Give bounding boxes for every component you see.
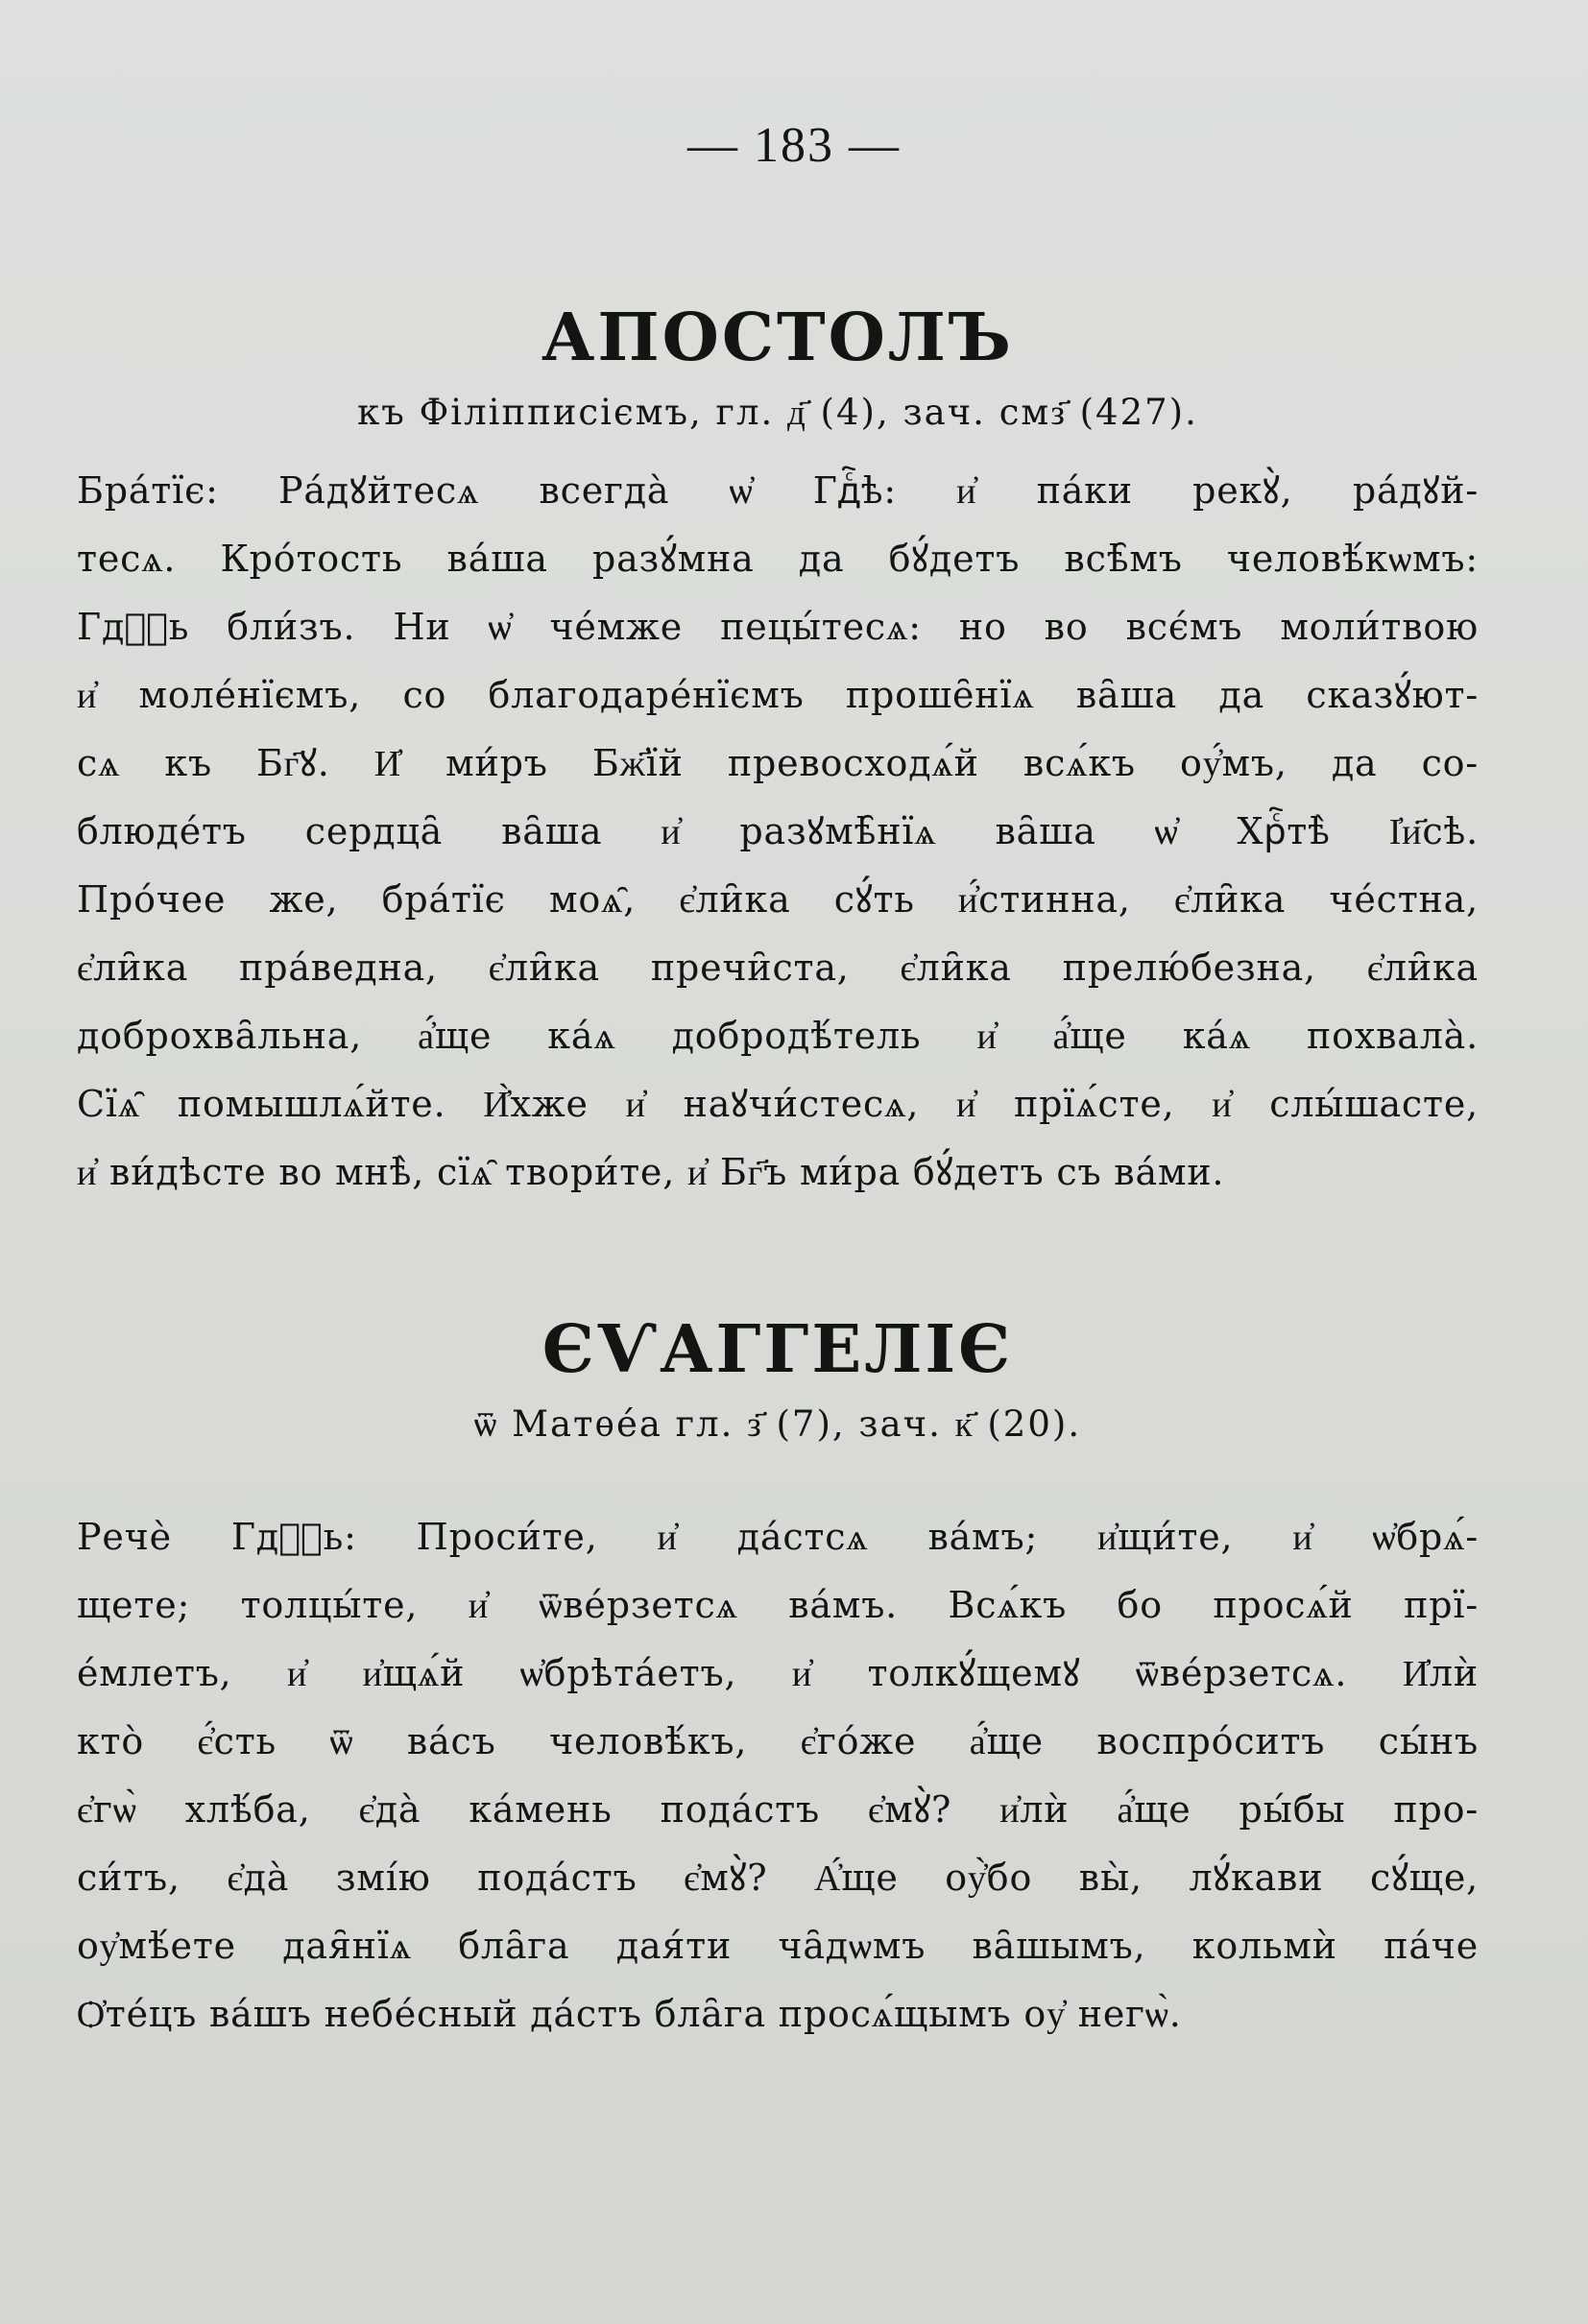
apostol-line: блюде́тъ сердца̑ ва̑ша и҆ разꙋмѣ̑нїѧ ва̑ша ѡ҆ Хрⷭ҇тѣ̀ І҆и҃сѣ. — [77, 810, 1479, 853]
apostol-line: сѧ къ Бг҃ꙋ. И҆ ми́ръ Бж҃їй превосходѧ́й всѧ́къ оу҆́мъ, да со- — [77, 742, 1479, 785]
apostol-line: и҆ моле́нїємъ, со благодаре́нїємъ проше̑нїѧ ва̑ша да сказꙋ́ют- — [77, 674, 1479, 717]
apostol-line: Гдⷭ҇ь бли́зъ. Ни ѡ҆ че́мже пецы́тесѧ: но во всє́мъ моли́твою — [77, 606, 1479, 649]
gospel-section — [77, 1311, 1479, 2048]
gospel-reference: ѿ Матѳе́а гл. з҃ (7), зач. к҃ (20). — [473, 1403, 1082, 1445]
gospel-line: Ѻ҆те́цъ ва́шъ небе́сный да́стъ бла̑га просѧ́щымъ оу҆ негѡ̀. — [77, 1993, 1182, 2036]
apostol-line: доброхва̑льна, а҆́ще ка́ѧ добродѣ́тель и҆ а҆́ще ка́ѧ похвала̀. — [77, 1015, 1479, 1058]
gospel-line: щете; толцы́те, и҆ ѿве́рзетсѧ ва́мъ. Всѧ́къ бо просѧ́й прї- — [77, 1584, 1479, 1627]
gospel-title: ЄѴАГГЕЛІЄ — [541, 1311, 1014, 1388]
gospel-text — [77, 1503, 1479, 2048]
gospel-line: Речѐ Гдⷭ҇ь: Проси́те, и҆ да́стсѧ ва́мъ; и҆щи́те, и҆ ѡ҆брѧ́- — [77, 1516, 1479, 1559]
page-number: — 183 — — [687, 118, 901, 173]
apostol-line: Бра́тїє: Ра́дꙋйтесѧ всегда̀ ѡ҆ Гдⷭ҇ѣ: и҆ па́ки рекꙋ̀, ра́дꙋй- — [77, 469, 1479, 513]
gospel-line: оу҆мѣ́ете дая̑нїѧ бла̑га дая́ти ча̑дѡмъ ва̑шымъ, кольмѝ па́че — [77, 1925, 1479, 1968]
apostol-title: АПОСТОЛЪ — [541, 299, 1014, 376]
gospel-line: є҆гѡ̀ хлѣ́ба, є҆да̀ ка́мень пода́стъ є҆мꙋ̀? и҆лѝ а҆́ще ры́бы про- — [77, 1788, 1479, 1832]
apostol-line: Про́чее же, бра́тїє моѧ̑, є҆ли̑ка сꙋ́ть и҆́стинна, є҆ли̑ка че́стна, — [77, 878, 1479, 922]
apostol-reference: къ Філіпписіємъ, гл. д҃ (4), зач. смз҃ (427). — [357, 392, 1198, 433]
gospel-line: си́тъ, є҆да̀ змі́ю пода́стъ є҆мꙋ̀? А҆́ще оу҆̀бо вы̀, лꙋ́кави сꙋ́ще, — [77, 1857, 1479, 1900]
apostol-line: є҆ли̑ка пра́ведна, є҆ли̑ка пречи̑ста, є҆ли̑ка прелю́безна, є҆ли̑ка — [77, 946, 1479, 990]
gospel-line: е́млетъ, и҆ и҆щѧ́й ѡ҆брѣта́етъ, и҆ толкꙋ́щемꙋ ѿве́рзетсѧ. И҆лѝ — [77, 1652, 1479, 1695]
apostol-text — [77, 457, 1479, 1207]
apostol-line: тесѧ. Кро́тость ва́ша разꙋ́мна да бꙋ́детъ всѣ̑мъ человѣ́кѡмъ: — [77, 538, 1479, 581]
gospel-line: кто̀ є҆́сть ѿ ва́съ человѣ́къ, є҆го́же а҆́ще воспро́ситъ сы́нъ — [77, 1720, 1479, 1763]
apostol-line: Сїѧ̑ помышлѧ́йте. И҆̀хже и҆ наꙋчи́стесѧ, и҆ прїѧ́сте, и҆ слы́шасте, — [77, 1083, 1479, 1126]
apostol-section — [77, 299, 1479, 1207]
apostol-line: и҆ ви́дѣсте во мнѣ̀, сїѧ̑ твори́те, и҆ Бг҃ъ ми́ра бꙋ́детъ съ ва́ми. — [77, 1151, 1225, 1194]
